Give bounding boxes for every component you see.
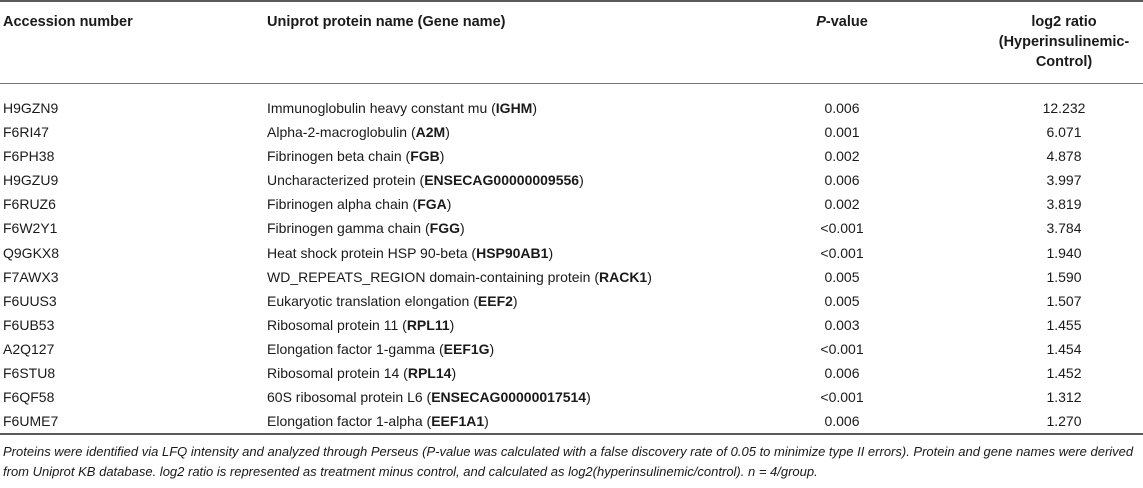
cell-protein-name: [267, 337, 494, 361]
cell-protein-name: [267, 313, 454, 337]
cell-log2-ratio: 3.784: [1046, 220, 1082, 237]
gene-name: HSP90AB1: [476, 244, 549, 261]
header-log2-line1: log2 ratio: [1031, 14, 1097, 30]
cell-accession: F6STU8: [3, 365, 56, 382]
protein-name-close: ): [512, 292, 518, 309]
header-p-italic: P: [816, 14, 826, 30]
cell-log2-ratio: 6.071: [1046, 124, 1082, 141]
protein-name-text: WD_REPEATS_REGION domain-containing protein (: [267, 268, 599, 285]
gene-name: RACK1: [598, 268, 648, 285]
protein-name-close: ): [484, 413, 489, 430]
cell-log2-ratio: 1.270: [1046, 413, 1082, 430]
protein-name-close: ): [449, 316, 455, 333]
cell-protein-name: [267, 409, 489, 433]
protein-name-text: 60S ribosomal protein L6 (: [267, 389, 432, 406]
cell-accession: H9GZU9: [3, 172, 59, 189]
protein-name-close: ): [647, 268, 652, 285]
cell-p-value: 0.002: [824, 196, 860, 213]
header-log2-line3: Control): [1035, 54, 1093, 70]
cell-protein-name: [267, 241, 553, 265]
protein-name-close: ): [489, 340, 495, 357]
cell-protein-name: [267, 216, 465, 240]
cell-log2-ratio: 1.312: [1046, 389, 1082, 406]
protein-name-close: ): [579, 172, 584, 189]
cell-accession: A2Q127: [3, 340, 55, 357]
cell-log2-ratio: 3.997: [1046, 172, 1082, 189]
table-bottom-rule: [0, 433, 1143, 435]
gene-name: EEF2: [477, 292, 513, 309]
header-bottom-rule: [0, 83, 1143, 84]
cell-p-value: <0.001: [820, 220, 864, 237]
header-p-value: [790, 12, 894, 32]
gene-name: FGB: [410, 148, 440, 165]
table-row: [0, 337, 1143, 361]
protein-name-text: Ribosomal protein 11 (: [267, 316, 407, 333]
cell-protein-name: [267, 265, 652, 289]
protein-name-close: ): [532, 100, 538, 116]
table-row: [0, 216, 1143, 240]
cell-accession: F6QF58: [3, 389, 55, 406]
table-row: [0, 241, 1143, 265]
table-body: [0, 96, 1143, 433]
cell-protein-name: [267, 289, 518, 313]
cell-log2-ratio: 1.452: [1046, 365, 1082, 382]
protein-name-close: ): [548, 244, 554, 261]
header-p-rest: -value: [825, 14, 868, 30]
cell-log2-ratio: 1.940: [1046, 244, 1082, 261]
gene-name: FGG: [429, 220, 460, 237]
table-row: [0, 96, 1143, 120]
table-row: [0, 385, 1143, 409]
cell-p-value: 0.005: [824, 292, 860, 309]
cell-protein-name: [267, 144, 444, 168]
cell-accession: F6UB53: [3, 316, 55, 333]
header-protein-name: Uniprot protein name (Gene name): [267, 14, 506, 30]
gene-name: RPL11: [406, 316, 450, 333]
table-row: [0, 265, 1143, 289]
gene-name: ENSECAG00000017514: [431, 389, 587, 406]
cell-accession: H9GZN9: [3, 100, 59, 116]
protein-name-close: ): [445, 124, 450, 141]
table-top-rule: [0, 0, 1143, 2]
cell-accession: F6W2Y1: [3, 220, 58, 237]
protein-name-close: ): [451, 365, 457, 382]
cell-p-value: 0.006: [824, 172, 860, 189]
protein-name-text: Fibrinogen alpha chain (: [267, 196, 418, 213]
cell-p-value: <0.001: [820, 389, 864, 406]
table-row: [0, 168, 1143, 192]
gene-name: FGA: [417, 196, 447, 213]
cell-protein-name: [267, 361, 456, 385]
protein-name-text: Fibrinogen gamma chain (: [267, 220, 430, 237]
cell-accession: Q9GKX8: [3, 244, 60, 261]
cell-p-value: 0.005: [824, 268, 860, 285]
protein-name-text: Immunoglobulin heavy constant mu (: [267, 100, 496, 116]
protein-name-close: ): [439, 148, 445, 165]
table-footnote: Proteins were identified via LFQ intensity and analyzed through Perseus (P-value was calculated with a false discovery rate of 0.05 to minimize type II errors). Protein and gene names were derived from Uniprot KB database. log2 ratio is represented as treatment minus control, and calculated as log2(hyperinsulinemic/control). n = 4/group.: [3, 444, 1134, 479]
cell-log2-ratio: 12.232: [1042, 100, 1086, 116]
header-log2-ratio: [975, 12, 1143, 72]
protein-name-text: Fibrinogen beta chain (: [267, 148, 411, 165]
cell-log2-ratio: 1.454: [1046, 340, 1082, 357]
cell-p-value: 0.006: [824, 365, 860, 382]
header-log2-line2: (Hyperinsulinemic-: [998, 34, 1130, 50]
gene-name: EEF1A1: [431, 413, 485, 430]
cell-protein-name: [267, 192, 451, 216]
gene-name: EEF1G: [443, 340, 490, 357]
cell-p-value: 0.001: [824, 124, 860, 141]
cell-log2-ratio: 4.878: [1046, 148, 1082, 165]
gene-name: ENSECAG00000009556: [424, 172, 580, 189]
protein-name-text: Eukaryotic translation elongation (: [267, 292, 478, 309]
protein-name-close: ): [459, 220, 465, 237]
cell-log2-ratio: 3.819: [1046, 196, 1082, 213]
table-row: [0, 409, 1143, 433]
cell-p-value: <0.001: [820, 340, 864, 357]
table-row: [0, 144, 1143, 168]
cell-accession: F6UME7: [3, 413, 59, 430]
cell-protein-name: [267, 168, 584, 192]
protein-name-text: Ribosomal protein 14 (: [267, 365, 408, 382]
protein-name-close: ): [586, 389, 591, 406]
gene-name: A2M: [415, 124, 446, 141]
cell-accession: F6PH38: [3, 148, 55, 165]
gene-name: RPL14: [407, 365, 452, 382]
table-row: [0, 120, 1143, 144]
protein-name-text: Uncharacterized protein (: [267, 172, 425, 189]
cell-accession: F7AWX3: [3, 268, 59, 285]
cell-log2-ratio: 1.590: [1046, 268, 1082, 285]
cell-log2-ratio: 1.455: [1046, 316, 1082, 333]
cell-p-value: 0.003: [824, 316, 860, 333]
table-row: [0, 192, 1143, 216]
cell-p-value: 0.002: [824, 148, 860, 165]
table-row: [0, 289, 1143, 313]
cell-accession: F6UUS3: [3, 292, 57, 309]
cell-log2-ratio: 1.507: [1046, 292, 1082, 309]
cell-accession: F6RI47: [3, 124, 49, 141]
header-accession: Accession number: [3, 14, 133, 30]
gene-name: IGHM: [495, 100, 533, 116]
cell-p-value: 0.006: [824, 100, 860, 116]
cell-protein-name: [267, 96, 537, 120]
protein-name-text: Elongation factor 1-alpha (: [267, 413, 432, 430]
cell-p-value: <0.001: [820, 244, 864, 261]
protein-name-text: Heat shock protein HSP 90-beta (: [267, 244, 477, 261]
cell-protein-name: [267, 120, 450, 144]
cell-protein-name: [267, 385, 591, 409]
protein-name-text: Elongation factor 1-gamma (: [267, 340, 444, 357]
table-row: [0, 361, 1143, 385]
protein-name-close: ): [446, 196, 452, 213]
protein-name-text: Alpha-2-macroglobulin (: [267, 124, 416, 141]
cell-p-value: 0.006: [824, 413, 860, 430]
cell-accession: F6RUZ6: [3, 196, 56, 213]
table-row: [0, 313, 1143, 337]
